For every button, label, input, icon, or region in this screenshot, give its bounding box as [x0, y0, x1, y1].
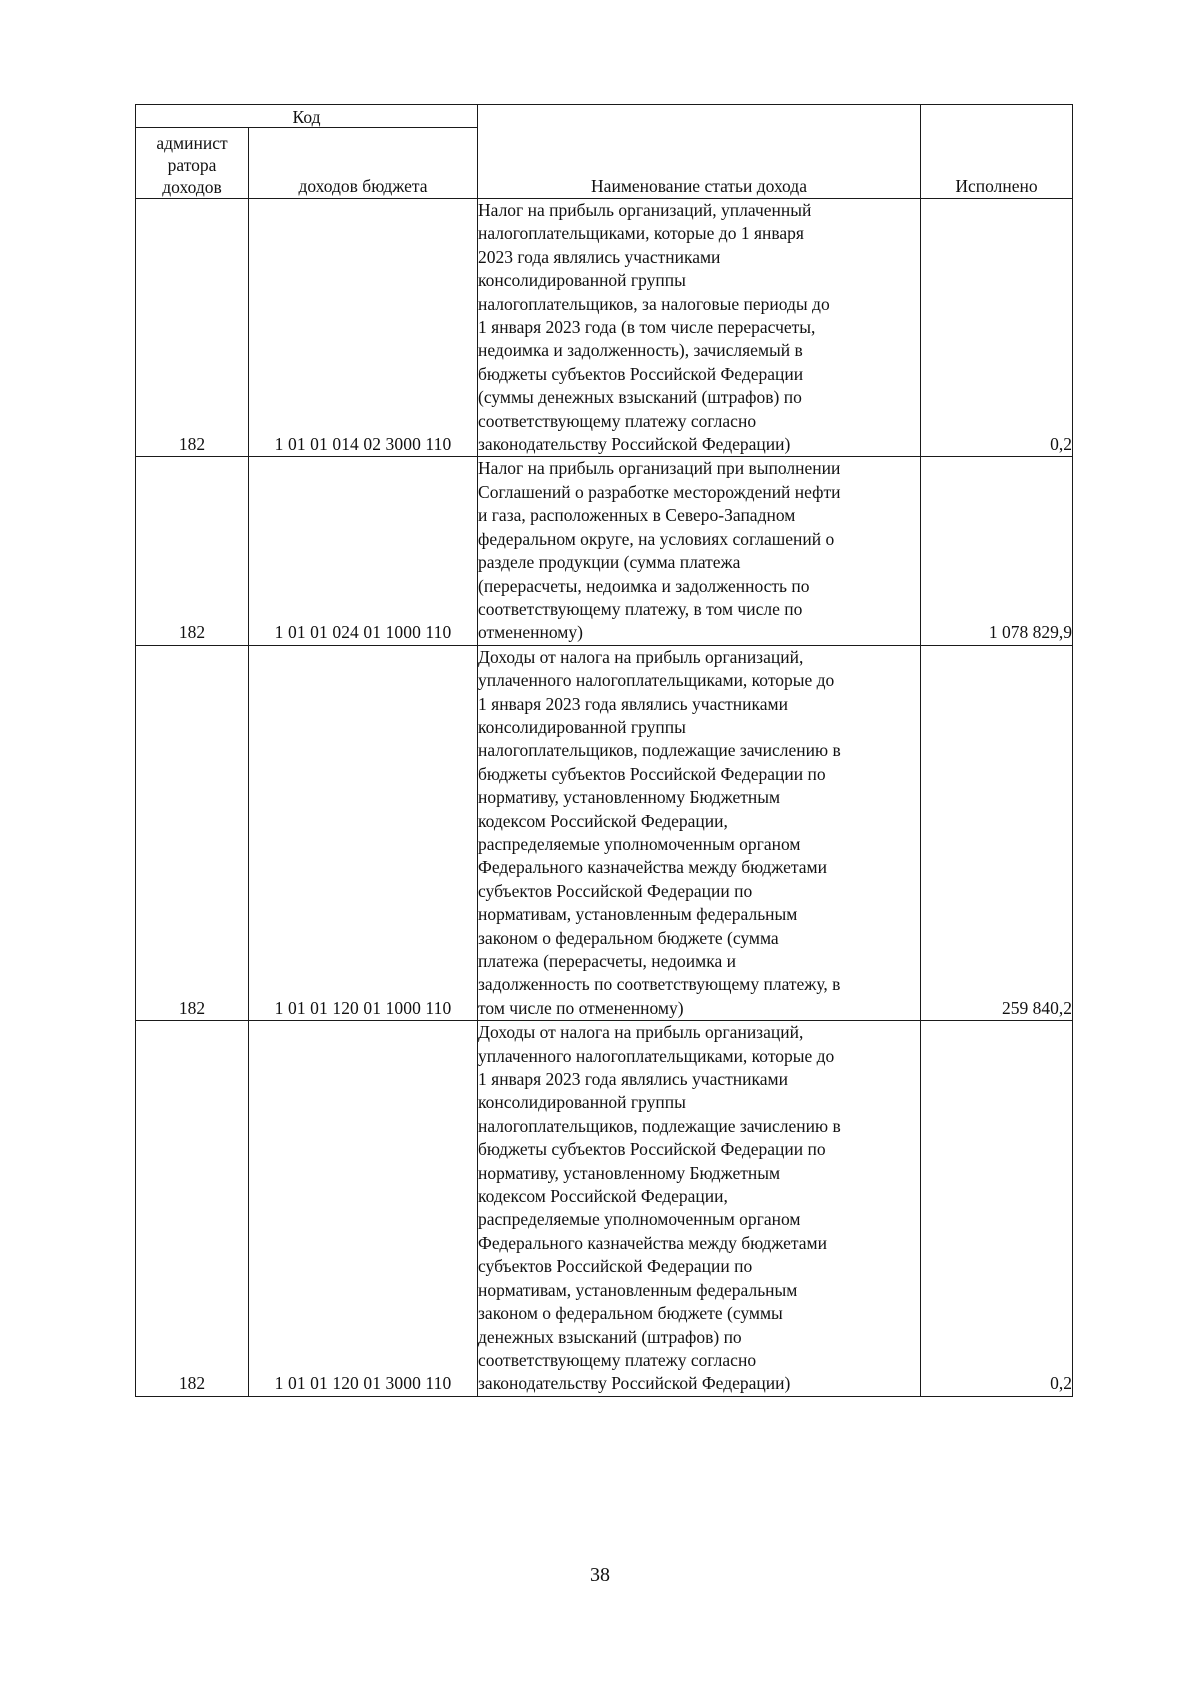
page-number: 38: [590, 1564, 610, 1586]
header-code-group: Код: [136, 105, 478, 128]
item-name-cell: [478, 199, 921, 457]
budget-code-cell: 1 01 01 120 01 3000 110: [249, 1021, 478, 1397]
table-row: [136, 1021, 1073, 1397]
table-row: [136, 645, 1073, 1021]
executed-cell: 259 840,2: [921, 645, 1073, 1021]
item-name-cell: [478, 1021, 921, 1397]
admin-code-cell: 182: [136, 1021, 249, 1397]
executed-cell: 1 078 829,9: [921, 457, 1073, 645]
item-name-text: Налог на прибыль организаций, уплаченный налогоплательщиками, которые до 1 января 2023 года являлись участниками консолидированной группы налогоплательщиков, за налоговые периоды до 1 января 2023 года (в том числе перерасчеты, недоимка и задолженность), зачисляемый в бюджеты субъектов Российской Федерации (суммы денежных взысканий (штрафов) по соответствующему платежу согласно законодательству Российской Федерации): [478, 200, 830, 455]
admin-code-cell: 182: [136, 645, 249, 1021]
item-name-text: Доходы от налога на прибыль организаций, уплаченного налогоплательщиками, которые до 1 января 2023 года являлись участниками консолидированной группы налогоплательщиков, подлежащие зачислению в бюджеты субъектов Российской Федерации по нормативу, установленному Бюджетным кодексом Российской Федерации, распределяемые уполномоченным органом Федерального казначейства между бюджетами субъектов Российской Федерации по нормативам, установленным федеральным законом о федеральном бюджете (суммы денежных взысканий (штрафов) по соответствующему платежу согласно законодательству Российской Федерации): [478, 1022, 841, 1394]
table-row: [136, 457, 1073, 645]
item-name-text: Налог на прибыль организаций при выполнении Соглашений о разработке месторождений нефти и газа, расположенных в Северо-Западном федеральном округе, на условиях соглашений о разделе продукции (сумма платежа (перерасчеты, недоимка и задолженность по соответствующему платежу, в том числе по отмененному): [478, 458, 841, 643]
item-name-cell: [478, 457, 921, 645]
header-row-top: [136, 105, 1073, 128]
item-name-text: Доходы от налога на прибыль организаций, уплаченного налогоплательщиками, которые до 1 января 2023 года являлись участниками консолидированной группы налогоплательщиков, подлежащие зачислению в бюджеты субъектов Российской Федерации по нормативу, установленному Бюджетным кодексом Российской Федерации, распределяемые уполномоченным органом Федерального казначейства между бюджетами субъектов Российской Федерации по нормативам, установленным федеральным законом о федеральном бюджете (сумма платежа (перерасчеты, недоимка и задолженность по соответствующему платежу, в том числе по отмененному): [478, 646, 841, 1018]
header-item-name: Наименование статьи дохода: [478, 105, 921, 199]
executed-cell: 0,2: [921, 199, 1073, 457]
header-admin: [136, 128, 249, 199]
table-row: [136, 199, 1073, 457]
header-budget-code: доходов бюджета: [249, 128, 478, 199]
admin-code-cell: 182: [136, 457, 249, 645]
header-admin-label: админист ратора доходов: [156, 133, 228, 197]
admin-code-cell: 182: [136, 199, 249, 457]
header-executed: Исполнено: [921, 105, 1073, 199]
revenue-table: [135, 104, 1073, 1397]
budget-code-cell: 1 01 01 014 02 3000 110: [249, 199, 478, 457]
budget-code-cell: 1 01 01 024 01 1000 110: [249, 457, 478, 645]
budget-code-cell: 1 01 01 120 01 1000 110: [249, 645, 478, 1021]
executed-cell: 0,2: [921, 1021, 1073, 1397]
item-name-cell: [478, 645, 921, 1021]
